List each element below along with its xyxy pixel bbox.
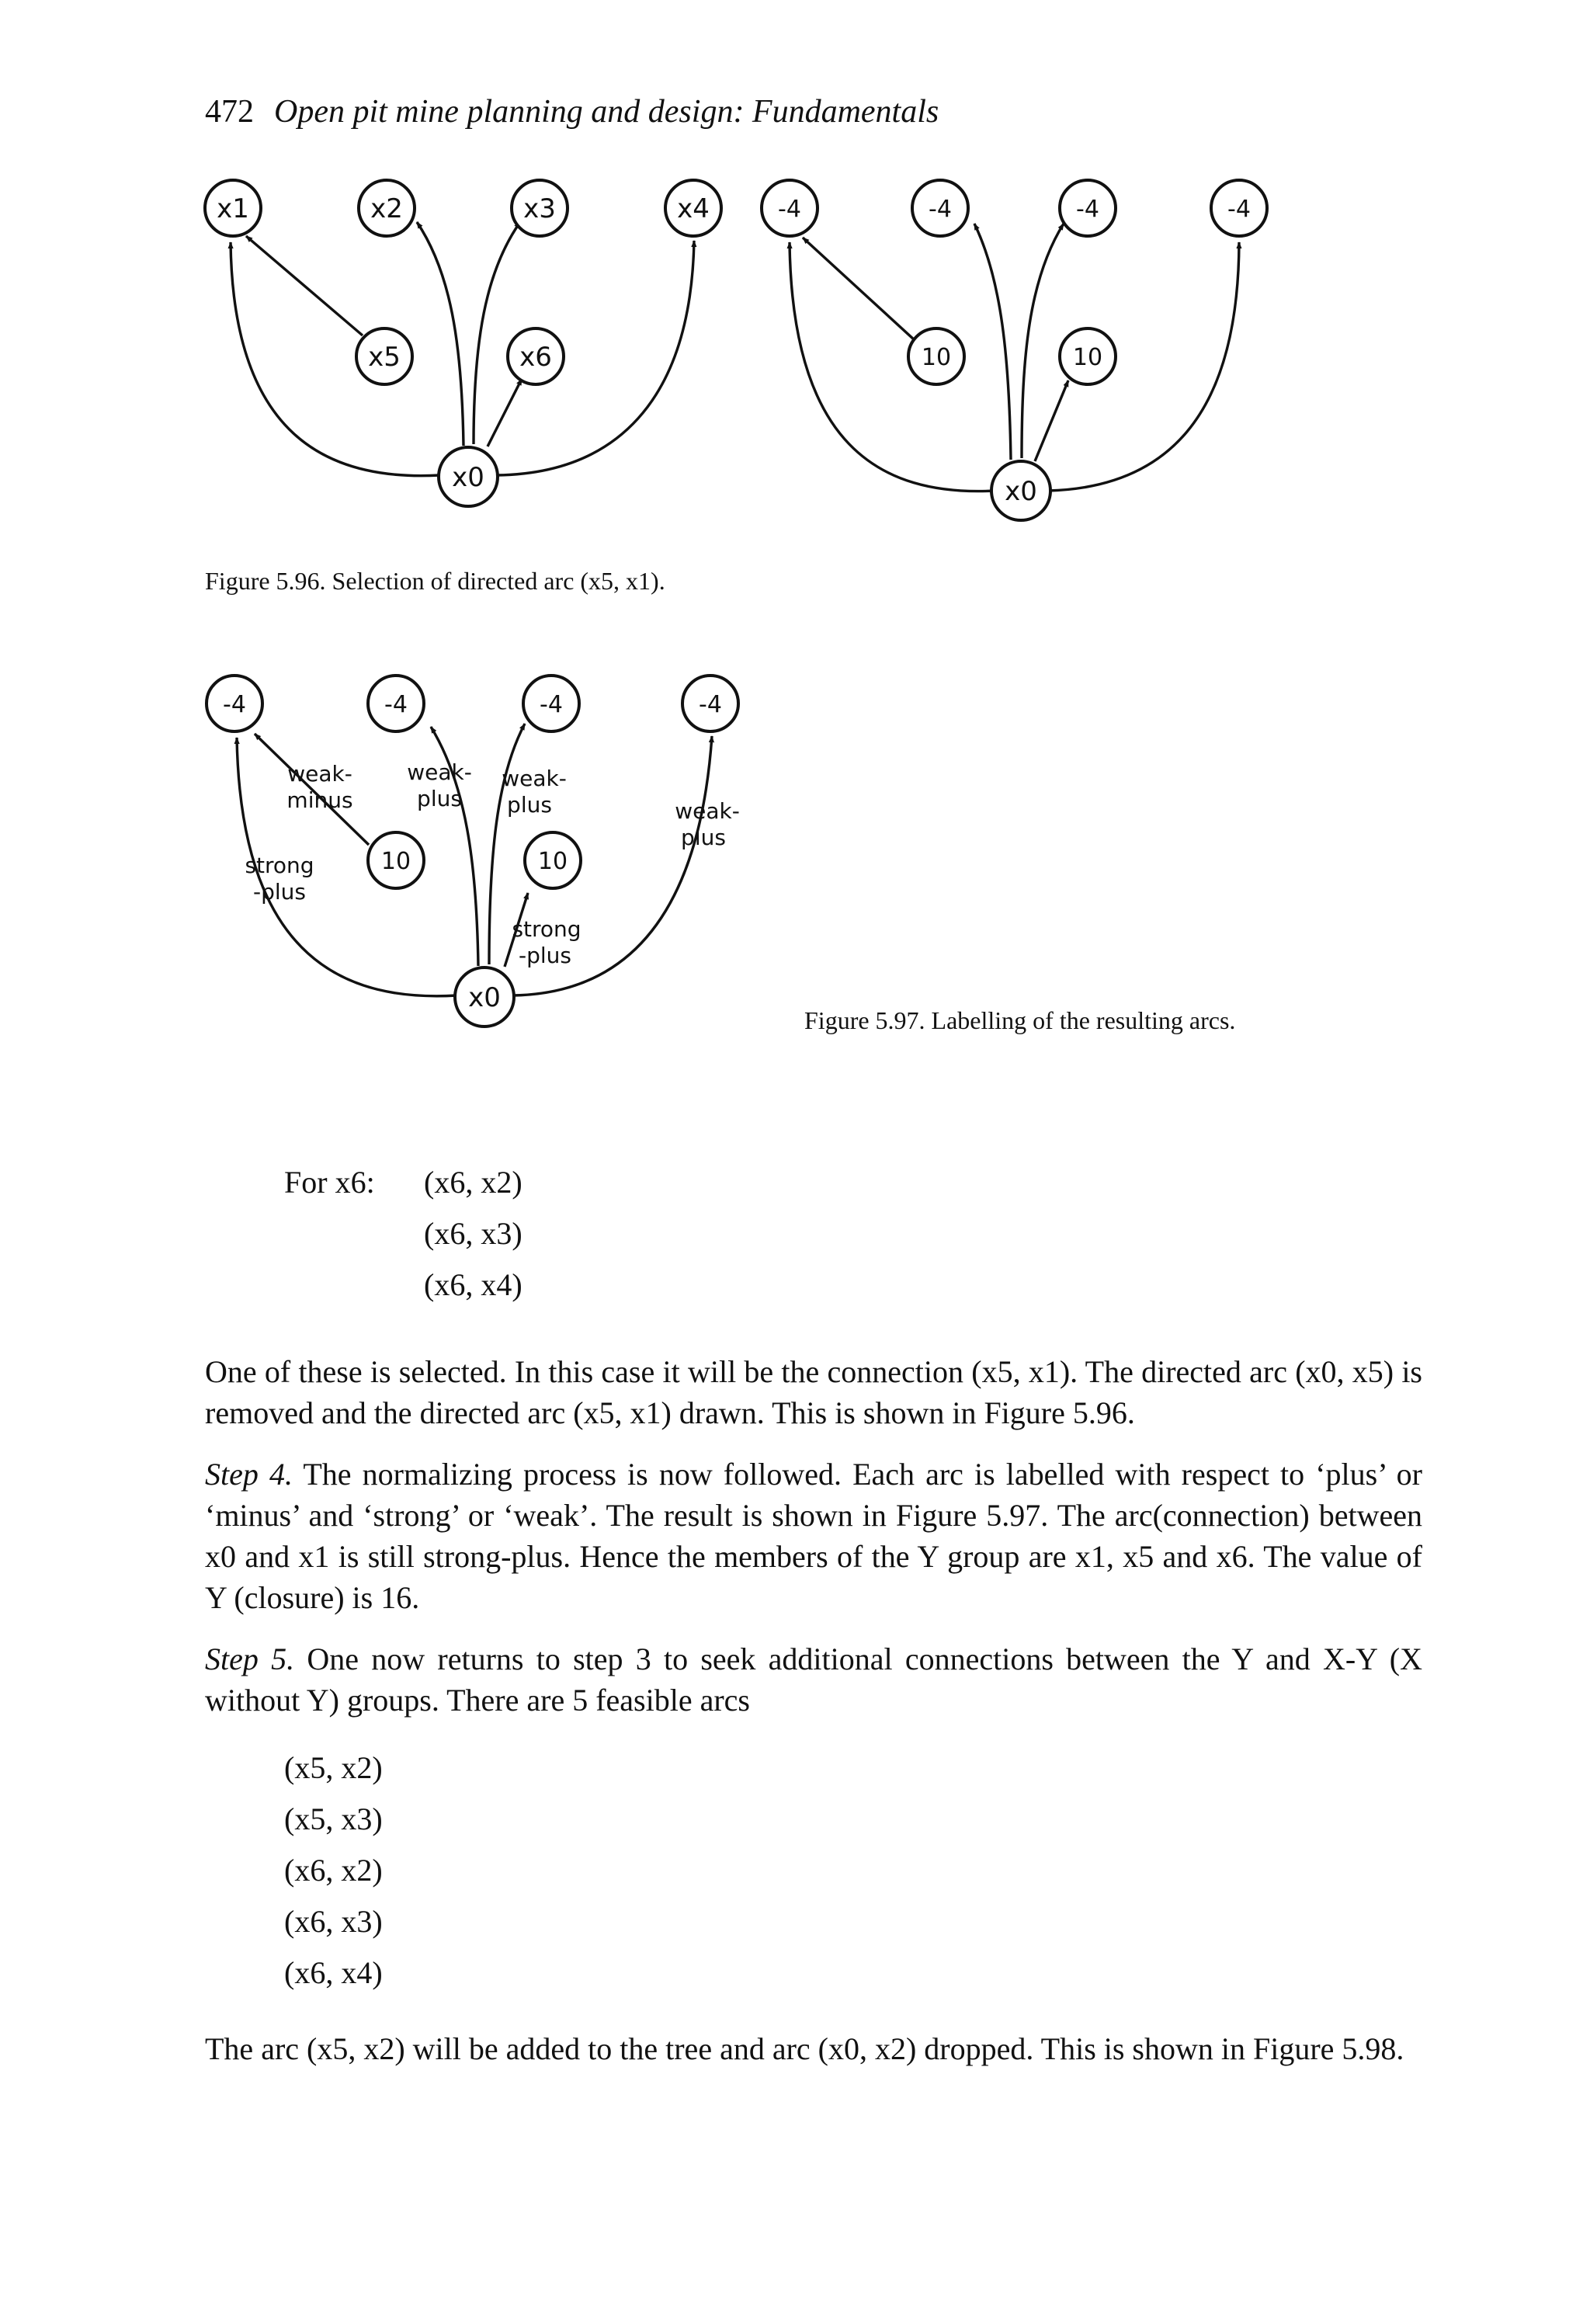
page-number: 472: [205, 94, 254, 130]
arc-item: (x6, x4): [424, 1267, 522, 1302]
paragraph-step4: [205, 1454, 1422, 1618]
arc-label: weak-: [502, 766, 567, 791]
node-label: x1: [217, 193, 249, 224]
node-label: x6: [519, 342, 552, 373]
node-label: -4: [223, 691, 246, 718]
arc-item: (x6, x2): [284, 1853, 383, 1888]
node-label: x3: [523, 193, 556, 224]
node-label: -4: [384, 691, 408, 718]
for-x6-arcs: [424, 1157, 522, 1311]
figure-5-96-left-graph: [231, 222, 694, 476]
node-label: 10: [537, 848, 568, 875]
arc-x0-x3: [474, 222, 520, 444]
arc-label: minus: [286, 787, 353, 813]
running-title: Open pit mine planning and design: Fundamentals: [274, 94, 939, 130]
node-label: -4: [699, 691, 722, 718]
arc-item: (x5, x3): [284, 1801, 383, 1836]
arc-label: -plus: [253, 879, 306, 905]
node-label: -4: [1076, 196, 1099, 223]
node-label: 10: [1072, 344, 1103, 371]
figure-5-96-right-graph: [790, 224, 1239, 492]
arc-x0-x6: [488, 379, 522, 446]
node-label: x0: [468, 982, 501, 1013]
step4-text: The normalizing process is now followed. Each arc is labelled with respect to ‘plus’ or ‘minus’ and ‘strong’ or ‘weak’. The result is shown in Figure 5.97. The arc(connection) between x0 and x1 is still strong-plus. Hence the members of the Y group are x1, x5 and x6. The value of Y (closure) is 16.: [205, 1457, 1422, 1615]
for-x6-label: For x6:: [284, 1165, 375, 1200]
arc-item: (x6, x3): [284, 1904, 383, 1939]
arc-label: plus: [417, 786, 462, 811]
node-label: x5: [368, 342, 401, 373]
arc-label: plus: [681, 825, 726, 850]
node-label: 10: [921, 344, 952, 371]
arc-label: strong: [512, 916, 581, 942]
arc-item: (x6, x2): [424, 1165, 522, 1200]
node-label: x2: [370, 193, 403, 224]
arc-label: -plus: [519, 943, 571, 968]
figure-5-97-caption: Figure 5.97. Labelling of the resulting arcs.: [804, 1006, 1236, 1034]
closing-sentence: The arc (x5, x2) will be added to the tree and arc (x0, x2) dropped. This is shown in Figure 5.98.: [205, 2031, 1404, 2066]
arc-x0-n2: [974, 224, 1011, 460]
node-label: -4: [540, 691, 563, 718]
arc-x0-x2: [417, 222, 463, 446]
step5-text: One now returns to step 3 to seek additional connections between the Y and X-Y (X without Y) groups. There are 5 feasible arcs: [205, 1641, 1423, 1718]
arc-label: weak-: [407, 759, 472, 785]
node-label: x0: [1005, 476, 1037, 507]
figure-5-97-nodes: [207, 676, 738, 1027]
arc-x0-n1: [790, 242, 995, 492]
arc-label: plus: [507, 792, 552, 818]
paragraph-1: One of these is selected. In this case it will be the connection (x5, x1). The directed arc (x0, x5) is removed and the directed arc (x5, x1) drawn. This is shown in Figure 5.96.: [205, 1354, 1422, 1430]
arc-item: (x6, x3): [424, 1216, 522, 1251]
arc-label: strong: [245, 853, 314, 878]
figure-5-96-left-nodes: [205, 180, 721, 506]
node-label: x4: [677, 193, 710, 224]
arc-label: weak-: [675, 798, 740, 824]
figure-5-96-right-labels: [778, 196, 1251, 507]
arc-x5-x1: [246, 236, 363, 335]
paragraph-step5: [205, 1638, 1422, 1721]
node-label: 10: [380, 848, 411, 875]
node-label: -4: [929, 196, 952, 223]
node-label: -4: [778, 196, 801, 223]
node-label: -4: [1227, 196, 1251, 223]
arc-x0-10b: [1035, 380, 1068, 461]
feasible-arcs-list: [284, 1742, 383, 1999]
figure-5-96-caption: Figure 5.96. Selection of directed arc (x5, x1).: [205, 567, 665, 595]
arc-item: (x5, x2): [284, 1750, 383, 1785]
step5-label: Step 5.: [205, 1641, 295, 1676]
figure-5-96-right-nodes: [762, 180, 1267, 520]
node-label: x0: [452, 462, 484, 493]
step4-label: Step 4.: [205, 1457, 293, 1492]
arc-label: weak-: [287, 761, 352, 787]
arc-10-n1: [803, 238, 915, 340]
body-text: [205, 1351, 1422, 1741]
arc-x0-n3: [1022, 224, 1064, 458]
arc-item: (x6, x4): [284, 1955, 383, 1990]
